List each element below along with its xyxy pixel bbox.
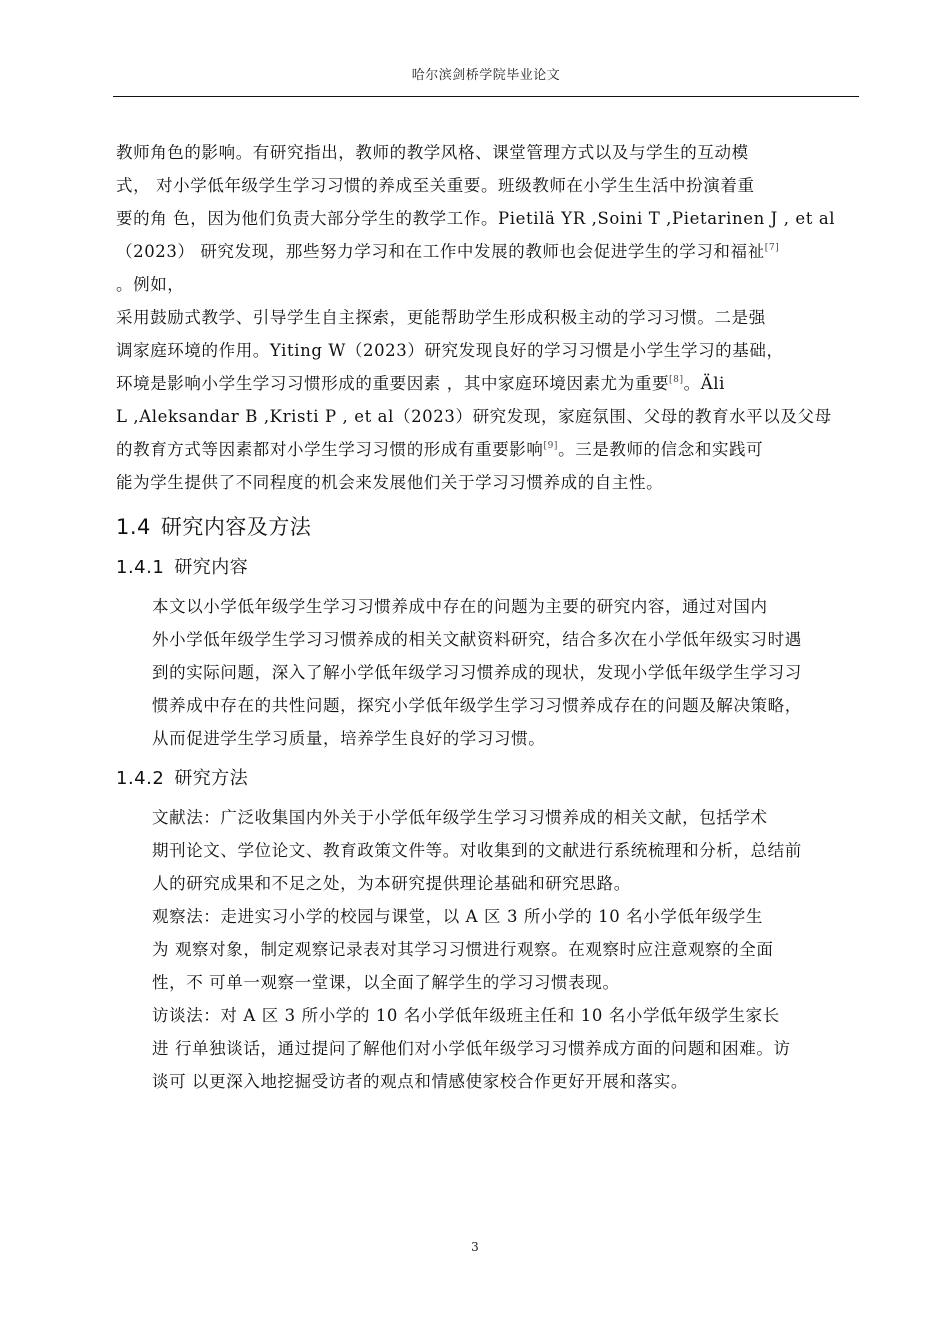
text-line: 能为学生提供了不同程度的机会来发展他们关于学习习惯养成的自主性。 (116, 473, 664, 492)
subsection-title: 研究内容 (174, 557, 249, 578)
text-segment: 环境是影响小学生学习习惯形成的重要因素 ，其中家庭环境因素尤为重要 (116, 374, 670, 393)
text-line: 访谈法：对 A 区 3 所小学的 10 名小学低年级班主任和 10 名小学低年级学生家长 (152, 1006, 780, 1025)
research-content-paragraph (116, 590, 850, 755)
running-header: 哈尔滨剑桥学院毕业论文 (411, 68, 561, 83)
text-line: 人的研究成果和不足之处，为本研究提供理论基础和研究思路。 (152, 874, 631, 893)
text-line: 采用鼓励式教学、引导学生自主探索，更能帮助学生形成积极主动的学习习惯。二是强 (116, 308, 766, 327)
section-title: 研究内容及方法 (160, 515, 312, 539)
text-line: 到的实际问题，深入了解小学低年级学习习惯养成的现状，发现小学低年级学生学习习 (152, 663, 802, 682)
text-segment: 。Äli (683, 374, 725, 393)
page-number: 3 (471, 1240, 479, 1254)
text-line (116, 433, 850, 466)
citation-ref: [7] (764, 243, 780, 253)
text-line: 。例如， (116, 275, 185, 294)
citation-ref: [8] (669, 375, 684, 385)
observation-method-paragraph (116, 900, 850, 999)
subsection-heading-1-4-2 (116, 765, 850, 793)
header-rule (113, 96, 859, 97)
text-line: 为 观察对象，制定观察记录表对其学习习惯进行观察。在观察时应注意观察的全面 (152, 940, 774, 959)
text-line: 文献法：广泛收集国内外关于小学低年级学生学习习惯养成的相关文献，包括学术 (152, 808, 768, 827)
text-line (116, 367, 850, 400)
subsection-number: 1.4.2 (116, 768, 165, 789)
text-line: 观察法：走进实习小学的校园与课堂，以 A 区 3 所小学的 10 名小学低年级学生 (152, 907, 763, 926)
subsection-title: 研究方法 (174, 768, 249, 789)
text-line: 进 行单独谈话，通过提问了解他们对小学低年级学习习惯养成方面的问题和困难。访 (152, 1039, 791, 1058)
section-number: 1.4 (116, 515, 151, 539)
text-line: 外小学低年级学生学习习惯养成的相关文献资料研究，结合多次在小学低年级实习时遇 (152, 630, 802, 649)
text-line: 教师角色的影响。有研究指出，教师的教学风格、课堂管理方式以及与学生的互动模 (116, 143, 749, 162)
text-line: 性，不 可单一观察一堂课，以全面了解学生的学习习惯表现。 (152, 973, 620, 992)
text-line (116, 235, 850, 268)
text-line: 调家庭环境的作用。Yiting W（2023）研究发现良好的学习习惯是小学生学习的基础， (116, 341, 784, 360)
subsection-number: 1.4.1 (116, 557, 165, 578)
literature-method-paragraph (116, 801, 850, 900)
text-line: 从而促进学生学习质量，培养学生良好的学习习惯。 (152, 729, 546, 748)
text-segment: （2023） 研究发现，那些努力学习和在工作中发展的教师也会促进学生的学习和福祉 (116, 242, 765, 261)
subsection-heading-1-4-1 (116, 554, 850, 582)
text-line: 要的角 色，因为他们负责大部分学生的教学工作。Pietilä YR ,Soini T ,Pietarinen J , et al (116, 209, 836, 228)
text-line: 式， 对小学低年级学生学习习惯的养成至关重要。班级教师在小学生生活中扮演着重 (116, 176, 755, 195)
text-line: L ,Aleksandar B ,Kristi P , et al（2023）研究发现，家庭氛围、父母的教育水平以及父母 (116, 407, 832, 426)
text-line: 本文以小学低年级学生学习习惯养成中存在的问题为主要的研究内容，通过对国内 (152, 597, 768, 616)
text-line: 谈可 以更深入地挖掘受访者的观点和情感使家校合作更好开展和落实。 (152, 1072, 688, 1091)
citation-ref: [9] (543, 441, 559, 451)
document-body (116, 136, 850, 1098)
interview-method-paragraph (116, 999, 850, 1098)
text-segment: 。三是教师的信念和实践可 (558, 440, 764, 459)
text-line: 期刊论文、学位论文、教育政策文件等。对收集到的文献进行系统梳理和分析，总结前 (152, 841, 802, 860)
section-heading-1-4 (116, 510, 850, 544)
intro-paragraph (116, 136, 850, 499)
text-segment: 的教育方式等因素都对小学生学习习惯的形成有重要影响 (116, 440, 544, 459)
text-line: 惯养成中存在的共性问题，探究小学低年级学生学习习惯养成存在的问题及解决策略， (152, 696, 802, 715)
